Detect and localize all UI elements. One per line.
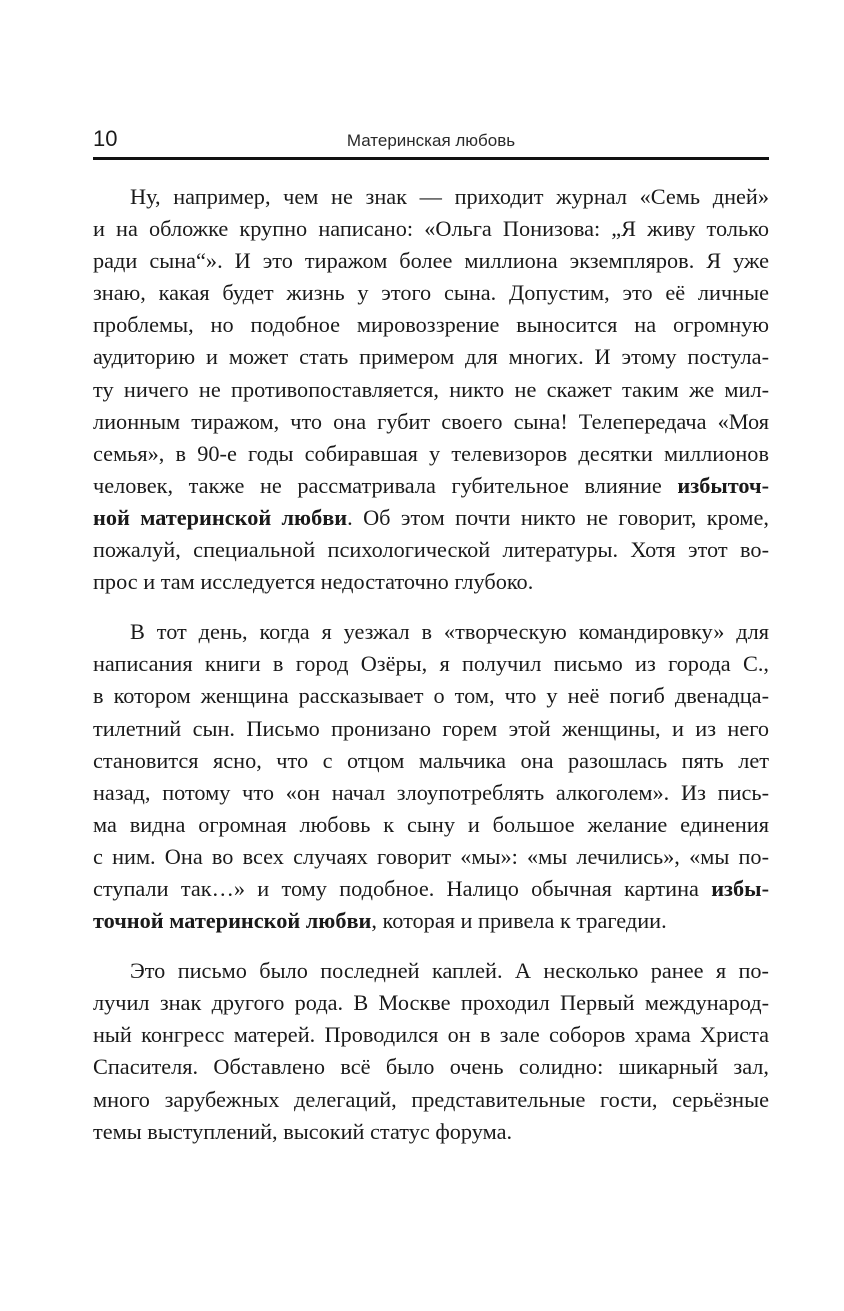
text-line [93, 809, 769, 841]
text-line [93, 841, 769, 873]
text-line [93, 341, 769, 373]
text-line [93, 745, 769, 777]
text-line [93, 470, 769, 502]
text-line [93, 905, 769, 937]
text-line [93, 777, 769, 809]
text-run: написания книги в город Озёры, я получил письмо из города С., [93, 651, 769, 677]
text-line [93, 438, 769, 470]
text-line [93, 1019, 769, 1051]
emphasis-text: ной материнской любви [93, 504, 348, 530]
text-line [93, 213, 769, 245]
paragraph [93, 955, 769, 1148]
text-run: Это письмо было последней каплей. А несколько ранее я по- [130, 958, 769, 984]
text-run: с ним. Она во всех случаях говорит «мы»: «мы лечились», «мы по- [93, 843, 769, 869]
text-line [93, 1051, 769, 1083]
text-run: человек, также не рассматривала губительное влияние [93, 472, 678, 498]
text-line [93, 566, 769, 598]
text-line [93, 1084, 769, 1116]
text-run: прос и там исследуется недостаточно глубоко. [93, 569, 534, 595]
text-run: и на обложке крупно написано: «Ольга Понизова: „Я живу только [93, 216, 769, 242]
text-line [93, 406, 769, 438]
text-line [93, 987, 769, 1019]
text-line [93, 309, 769, 341]
text-run: аудиторию и может стать примером для многих. И этому постула- [93, 344, 769, 370]
text-run: пожалуй, специальной психологической литературы. Хотя этот во- [93, 537, 769, 563]
text-run: ту ничего не противопоставляется, никто не скажет таким же мил- [93, 376, 769, 402]
emphasis-text: избыточ- [677, 472, 769, 498]
text-run: ный конгресс матерей. Проводился он в зале соборов храма Христа [93, 1022, 769, 1048]
text-run: лучил знак другого рода. В Москве проходил Первый международ- [93, 990, 769, 1016]
text-line [93, 1116, 769, 1148]
text-run: тилетний сын. Письмо пронизано горем этой женщины, и из него [93, 715, 769, 741]
emphasis-text: избы- [711, 875, 769, 901]
text-line [93, 873, 769, 905]
text-run: ступали так…» и тому подобное. Налицо обычная картина [93, 875, 712, 901]
text-run: проблемы, но подобное мировоззрение выносится на огромную [93, 312, 769, 338]
text-run: . Об этом почти никто не говорит, кроме, [347, 504, 769, 530]
paragraph [93, 616, 769, 937]
text-run: семья», в 90-е годы собиравшая у телевизоров десятки миллионов [93, 440, 769, 466]
text-run: Ну, например, чем не знак — приходит журнал «Семь дней» [130, 184, 769, 209]
text-run: в котором женщина рассказывает о том, что у неё погиб двенадца- [93, 683, 769, 709]
text-line [93, 616, 769, 648]
text-run: знаю, какая будет жизнь у этого сына. Допустим, это её личные [93, 280, 769, 306]
text-line [93, 534, 769, 566]
text-line [93, 955, 769, 987]
text-line [93, 502, 769, 534]
running-title: Материнская любовь [346, 131, 516, 150]
text-run: ма видна огромная любовь к сыну и большое желание единения [93, 811, 769, 837]
text-run: темы выступлений, высокий статус форума. [93, 1118, 513, 1144]
text-run: ради сына“». И это тиражом более миллиона экземпляров. Я уже [93, 248, 769, 274]
text-run: много зарубежных делегаций, представительные гости, серьёзные [93, 1086, 769, 1112]
text-run: , которая и привела к трагедии. [371, 908, 667, 934]
text-line [93, 245, 769, 277]
text-line [93, 277, 769, 309]
emphasis-text: точной материнской любви [93, 908, 372, 934]
text-line [93, 680, 769, 712]
body-text [93, 181, 769, 1166]
paragraph [93, 181, 769, 598]
running-header [93, 124, 769, 154]
text-run: назад, потому что «он начал злоупотреблять алкоголем». Из пись- [93, 779, 769, 805]
text-run: становится ясно, что с отцом мальчика она разошлась пять лет [93, 747, 769, 773]
text-line [93, 648, 769, 680]
text-run: лионным тиражом, что она губит своего сына! Телепередача «Моя [93, 408, 769, 434]
text-line [93, 713, 769, 745]
text-line [93, 181, 769, 213]
page-number: 10 [93, 126, 118, 151]
text-line [93, 374, 769, 406]
text-run: В тот день, когда я уезжал в «творческую командировку» для [130, 619, 769, 645]
text-run: Спасителя. Обставлено всё было очень солидно: шикарный зал, [93, 1054, 769, 1080]
header-rule [93, 157, 769, 160]
